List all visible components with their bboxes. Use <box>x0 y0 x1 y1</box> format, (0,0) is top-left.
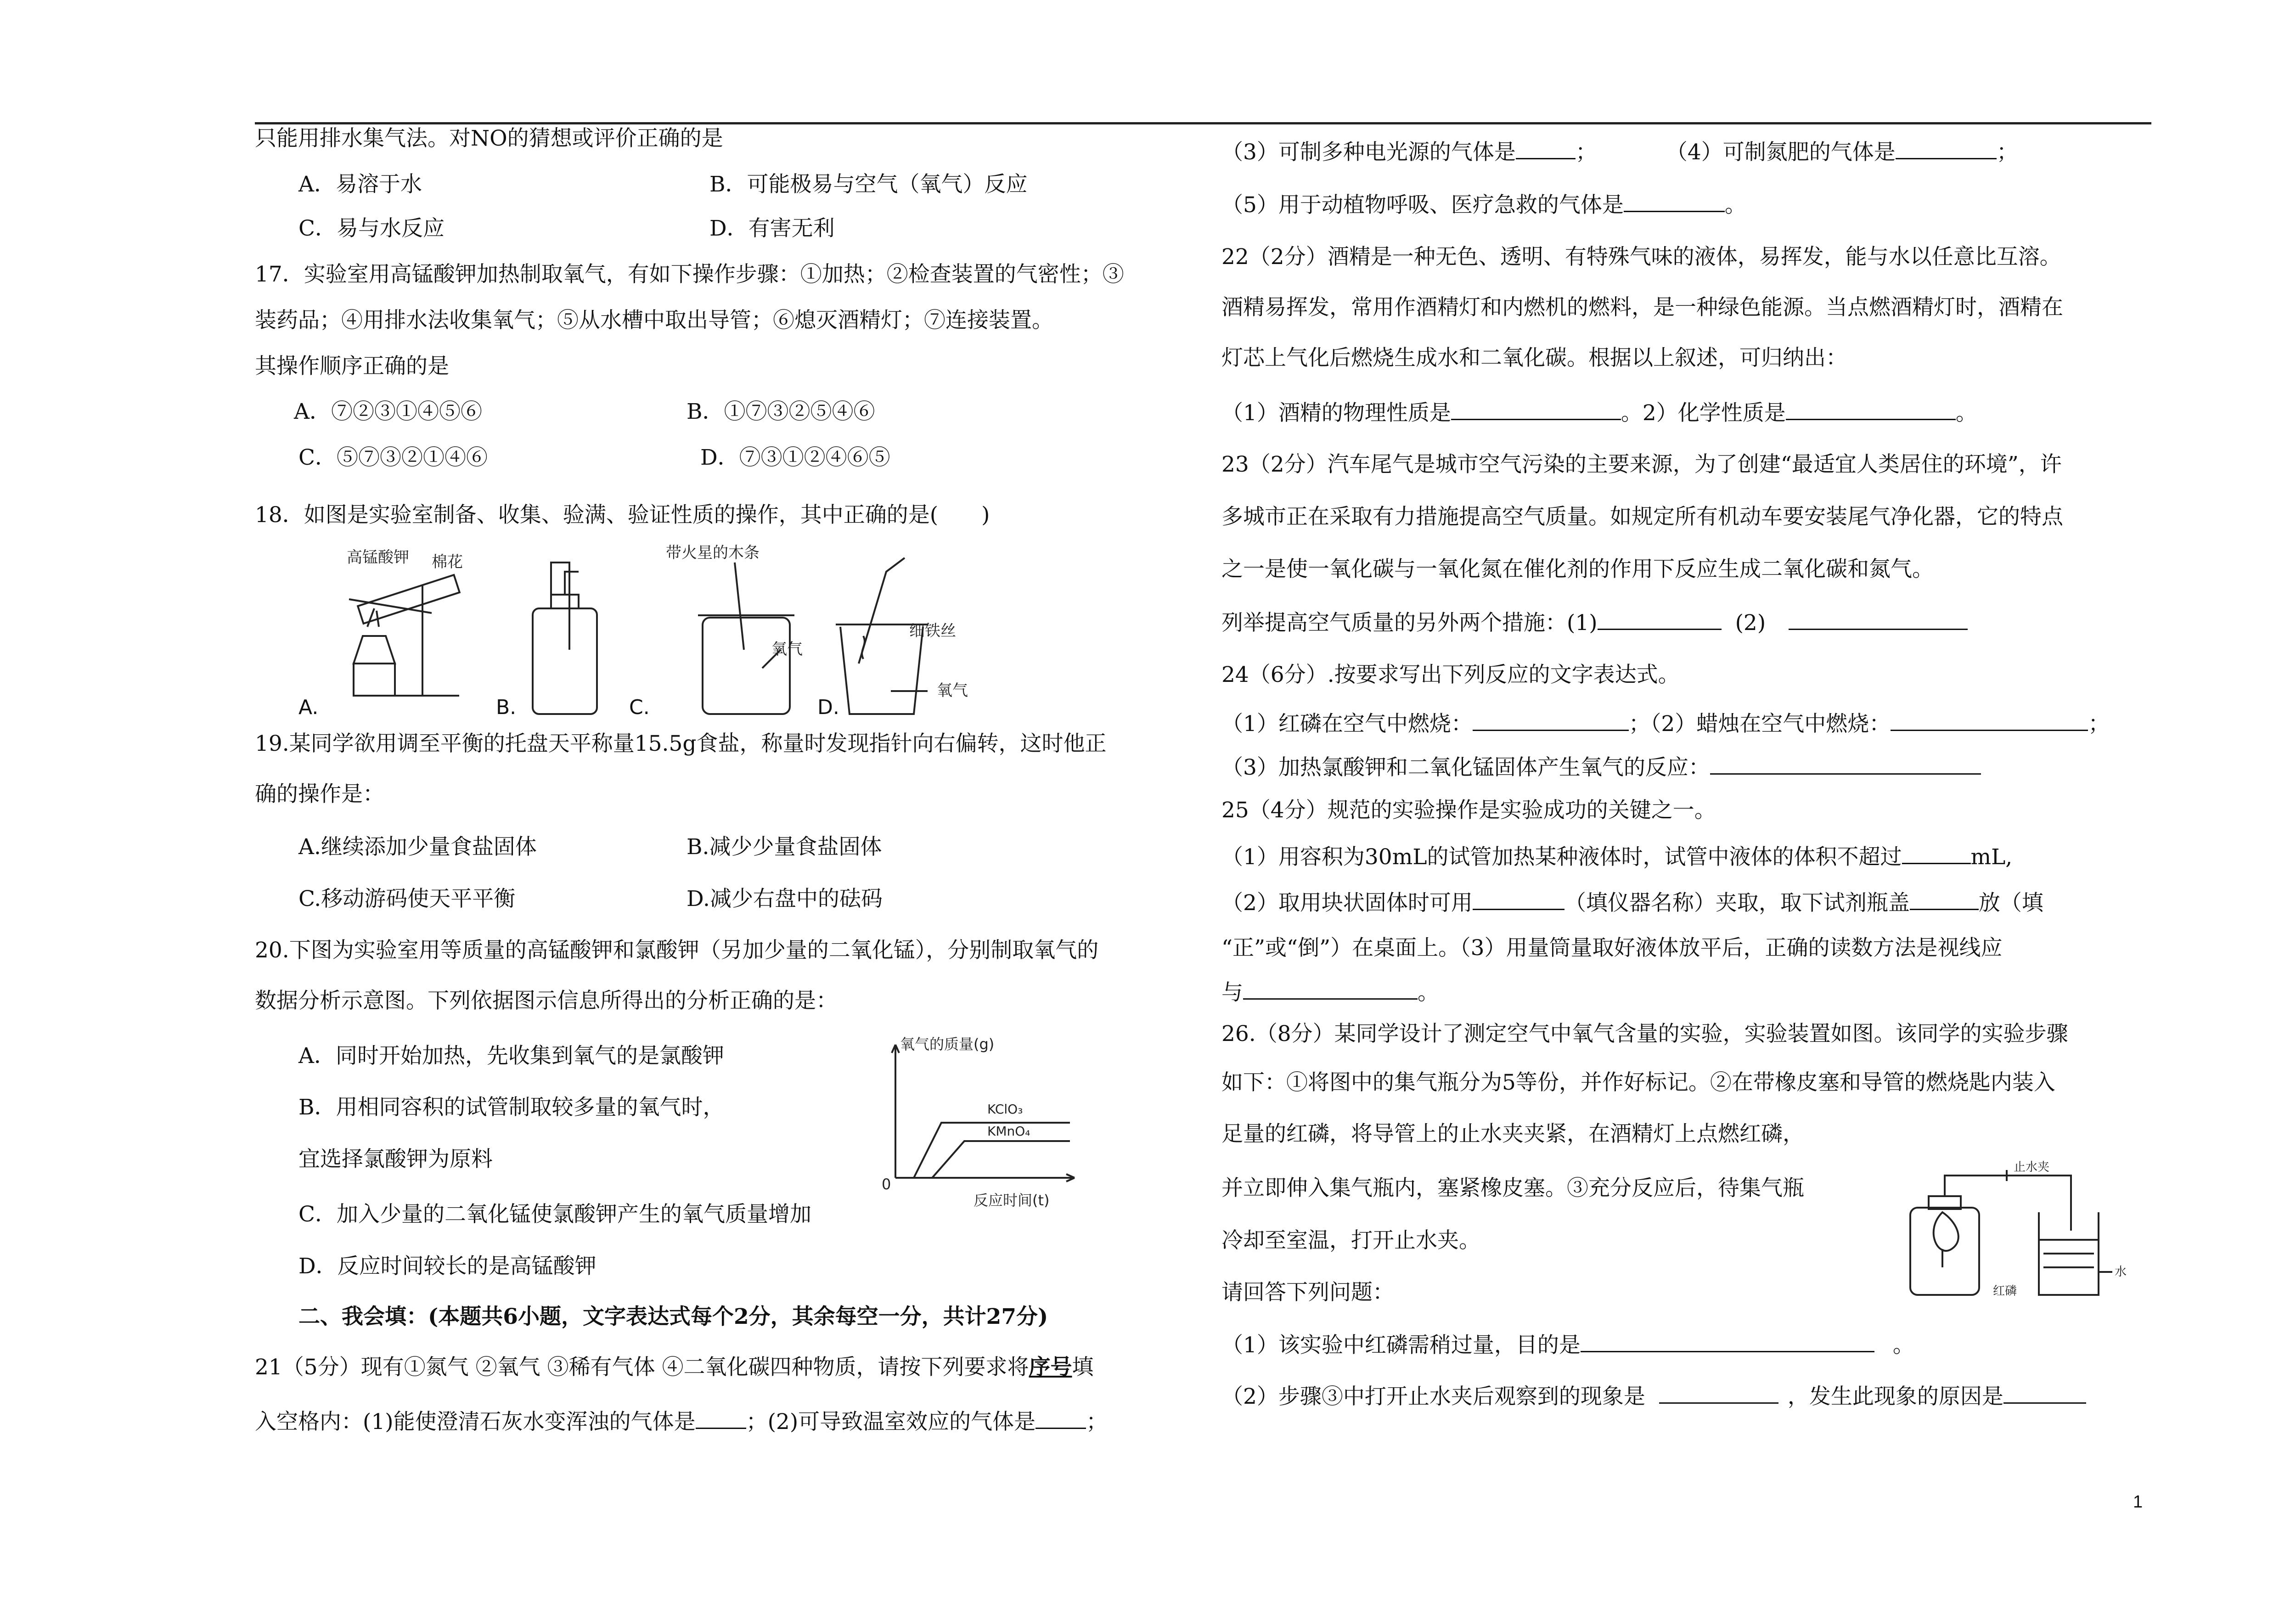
q21-part3: ； <box>1086 1409 1108 1434</box>
question-23: 23（2分）汽车尾气是城市空气污染的主要来源，为了创建“最适宜人类居住的环境”，许 <box>1221 452 2062 477</box>
q22-part2: 。2）化学性质是 <box>1621 400 1786 426</box>
graph-ylabel: 氧气的质量(g) <box>900 1035 995 1053</box>
graph-xlabel: 反应时间(t) <box>974 1192 1050 1209</box>
q23-part2: (2) <box>1735 610 1766 636</box>
q21-emphasis: 序号 <box>1029 1355 1072 1380</box>
text-line: 宜选择氯酸钾为原料 <box>298 1147 493 1172</box>
text-line <box>1221 138 2018 166</box>
q25-part3: （填仪器名称）夹取，取下试剂瓶盖 <box>1564 890 1910 916</box>
page-number: 1 <box>2133 1492 2143 1512</box>
q24-part1: （1）红磷在空气中燃烧： <box>1221 711 1473 737</box>
apparatus-drawing <box>294 544 974 719</box>
answer-blank[interactable] <box>1659 1382 1778 1404</box>
q24-part3: （3）加热氯酸钾和二氧化锰固体产生氧气的反应： <box>1221 755 1710 780</box>
oxygen-measure-apparatus <box>1896 1157 2135 1306</box>
q25-part4: 放（填 <box>1978 890 2043 916</box>
label-phosphorus: 红磷 <box>1993 1284 2017 1298</box>
q25-part1: （1）用容积为30mL的试管加热某种液体时，试管中液体的体积不超过 <box>1221 844 1902 870</box>
q26-part2: （2）步骤③中打开止水夹后观察到的现象是 <box>1221 1384 1645 1409</box>
answer-blank[interactable] <box>1910 889 1979 910</box>
answer-blank[interactable] <box>1473 709 1629 731</box>
text-line: 请回答下列问题： <box>1221 1280 1394 1305</box>
answer-blank[interactable] <box>1902 843 1971 864</box>
q25-part2: （2）取用块状固体时可用 <box>1221 890 1473 916</box>
text-line: “正”或“倒”）在桌面上。（3）用量筒量取好液体放平后，正确的读数方法是视线应 <box>1221 935 2003 961</box>
q21-part1: 入空格内：(1)能使澄清石灰水变浑浊的气体是 <box>255 1409 696 1434</box>
graph-origin: 0 <box>882 1176 891 1193</box>
question-21 <box>255 1354 1094 1381</box>
question-25: 25（4分）规范的实验操作是实验成功的关键之一。 <box>1221 798 1716 823</box>
q21-item3: （3）可制多种电光源的气体是 <box>1221 140 1516 165</box>
question-20: 20.下图为实验室用等质量的高锰酸钾和氯酸钾（另加少量的二氧化锰），分别制取氧气的 <box>255 938 1099 963</box>
question-24: 24（6分）.按要求写出下列反应的文字表达式。 <box>1221 662 1680 687</box>
answer-blank[interactable] <box>1243 978 1418 1000</box>
q21-item5: （5）用于动植物呼吸、医疗急救的气体是 <box>1221 192 1624 218</box>
question-19: 19.某同学欲用调至平衡的托盘天平称量15.5g食盐，称量时发现指针向右偏转，这时他正 <box>255 731 1107 756</box>
option-b: B.减少少量食盐固体 <box>687 834 882 860</box>
option-a: A．易溶于水 <box>298 172 422 197</box>
text-line <box>1221 399 1977 427</box>
text-line: 足量的红磷，将导管上的止水夹夹紧，在酒精灯上点燃红磷， <box>1221 1121 1804 1147</box>
text-line <box>1221 191 1746 219</box>
option-c: C．加入少量的二氧化锰使氯酸钾产生的氧气质量增加 <box>298 1202 811 1227</box>
answer-blank[interactable] <box>1786 399 1956 420</box>
fig-option-d: D. <box>817 696 839 719</box>
question-18: 18．如图是实验室制备、收集、验满、验证性质的操作，其中正确的是( ) <box>255 502 990 528</box>
text-line <box>1221 1382 2086 1411</box>
text-line <box>1221 1331 1914 1359</box>
text-line: 多城市正在采取有力措施提高空气质量。如规定所有机动车要安装尾气净化器，它的特点 <box>1221 504 2063 529</box>
label-clamp: 止水夹 <box>2014 1160 2050 1174</box>
option-d: D．有害无利 <box>709 216 835 241</box>
answer-blank[interactable] <box>1473 889 1564 910</box>
q21-text-end: 填 <box>1072 1355 1094 1380</box>
punct: 。 <box>1892 1333 1914 1358</box>
answer-blank[interactable] <box>2003 1382 2086 1404</box>
answer-blank[interactable] <box>1789 608 1968 630</box>
text-line <box>1221 889 2043 917</box>
text-line: 只能用排水集气法。对NO的猜想或评价正确的是 <box>255 126 723 151</box>
answer-blank[interactable] <box>1891 709 2088 731</box>
label-oxygen-c: 氧气 <box>771 640 803 658</box>
fig-option-b: B. <box>496 696 517 719</box>
text-line <box>1221 753 1981 782</box>
label-cotton: 棉花 <box>432 553 463 571</box>
option-d: D．⑦③①②④⑥⑤ <box>700 445 890 470</box>
text-line <box>1221 608 1968 637</box>
text-line: 并立即伸入集气瓶内，塞紧橡皮塞。③充分反应后，待集气瓶 <box>1221 1176 1804 1201</box>
question-26: 26.（8分）某同学设计了测定空气中氧气含量的实验，实验装置如图。该同学的实验步骤 <box>1221 1021 2068 1046</box>
answer-blank[interactable] <box>1516 138 1576 159</box>
option-d: D.减少右盘中的砝码 <box>687 886 883 911</box>
q26-part3: ，发生此现象的原因是 <box>1787 1384 2003 1409</box>
text-line: 确的操作是： <box>255 782 384 807</box>
text-line: 如下：①将图中的集气瓶分为5等份，并作好标记。②在带橡皮塞和导管的燃烧匙内装入 <box>1221 1070 2055 1095</box>
graph-drawing <box>868 1031 1107 1228</box>
q21-item4: （4）可制氮肥的气体是 <box>1666 140 1896 165</box>
header-rule <box>255 122 2151 124</box>
label-water: 水 <box>2115 1265 2127 1279</box>
q21-text: 21（5分）现有①氮气 ②氧气 ③稀有气体 ④二氧化碳四种物质，请按下列要求将 <box>255 1355 1029 1380</box>
option-b: B．可能极易与空气（氧气）反应 <box>709 172 1028 197</box>
option-a: A．⑦②③①④⑤⑥ <box>294 399 482 424</box>
option-a: A.继续添加少量食盐固体 <box>298 834 537 860</box>
option-b: B．用相同容积的试管制取较多量的氧气时， <box>298 1095 725 1120</box>
answer-blank[interactable] <box>1598 608 1722 630</box>
text-line: 灯芯上气化后燃烧生成水和二氧化碳。根据以上叙述，可归纳出： <box>1221 345 1847 371</box>
option-c: C．易与水反应 <box>298 216 445 241</box>
label-wire: 细铁丝 <box>909 622 956 640</box>
graph-label-kmno4: KMnO₄ <box>987 1124 1030 1139</box>
answer-blank[interactable] <box>1581 1331 1874 1352</box>
text-line: 数据分析示意图。下列依据图示信息所得出的分析正确的是： <box>255 988 838 1013</box>
punct: ； <box>1575 140 1597 165</box>
option-c: C.移动游码使天平平衡 <box>298 886 516 911</box>
fig-option-a: A. <box>298 696 319 719</box>
label-splint: 带火星的木条 <box>666 544 760 562</box>
punct: ； <box>2088 711 2110 737</box>
graph-label-kclo3: KClO₃ <box>987 1102 1023 1117</box>
q25-unit: mL, <box>1970 844 2013 870</box>
q24-part2: ；（2）蜡烛在空气中燃烧： <box>1628 711 1891 737</box>
option-b: B．①⑦③②⑤④⑥ <box>687 399 875 424</box>
label-oxygen-d: 氧气 <box>937 681 968 700</box>
answer-blank[interactable] <box>1451 399 1621 420</box>
punct: 。 <box>1724 192 1746 218</box>
q21-part2: ；(2)可导致温室效应的气体是 <box>746 1409 1036 1434</box>
punct: 。 <box>1418 980 1439 1005</box>
text-line: 之一是使一氧化碳与一氧化氮在催化剂的作用下反应生成二氧化碳和氮气。 <box>1221 557 1934 582</box>
q23-part1: 列举提高空气质量的另外两个措施：(1) <box>1221 610 1598 636</box>
question-22: 22（2分）酒精是一种无色、透明、有特殊气味的液体，易挥发，能与水以任意比互溶。 <box>1221 244 2061 270</box>
answer-blank[interactable] <box>1035 1407 1086 1429</box>
punct: 。 <box>1955 400 1977 426</box>
answer-blank[interactable] <box>1624 191 1725 212</box>
oxygen-mass-graph <box>868 1031 1107 1230</box>
apparatus-figure <box>294 544 974 720</box>
text-line <box>255 1407 1108 1436</box>
answer-blank[interactable] <box>696 1407 746 1429</box>
apparatus-drawing-26 <box>1896 1157 2135 1304</box>
text-line <box>1221 843 2012 871</box>
option-a: A．同时开始加热，先收集到氧气的是氯酸钾 <box>298 1043 724 1069</box>
text-line <box>1221 978 1439 1007</box>
text-line: 装药品；④用排水法收集氧气；⑤从水槽中取出导管；⑥熄灭酒精灯；⑦连接装置。 <box>255 308 1053 333</box>
text-line <box>1221 709 2110 738</box>
q25-part5: 与 <box>1221 980 1243 1005</box>
text-line: 冷却至室温，打开止水夹。 <box>1221 1228 1480 1253</box>
option-d: D．反应时间较长的是高锰酸钾 <box>298 1254 597 1279</box>
answer-blank[interactable] <box>1710 753 1981 775</box>
answer-blank[interactable] <box>1896 138 1997 159</box>
label-kmno4: 高锰酸钾 <box>347 548 409 567</box>
text-line: 其操作顺序正确的是 <box>255 354 449 379</box>
option-c: C．⑤⑦③②①④⑥ <box>298 445 488 470</box>
section-heading: 二、我会填：(本题共6小题，文字表达式每个2分，其余每空一分，共计27分) <box>298 1304 1048 1329</box>
text-line: 酒精易挥发，常用作酒精灯和内燃机的燃料，是一种绿色能源。当点燃酒精灯时，酒精在 <box>1221 295 2063 320</box>
question-17: 17．实验室用高锰酸钾加热制取氧气，有如下操作步骤：①加热；②检查装置的气密性；③ <box>255 262 1124 287</box>
q26-part1: （1）该实验中红磷需稍过量，目的是 <box>1221 1333 1581 1358</box>
punct: ； <box>1996 140 2018 165</box>
q22-part1: （1）酒精的物理性质是 <box>1221 400 1451 426</box>
fig-option-c: C. <box>629 696 650 719</box>
